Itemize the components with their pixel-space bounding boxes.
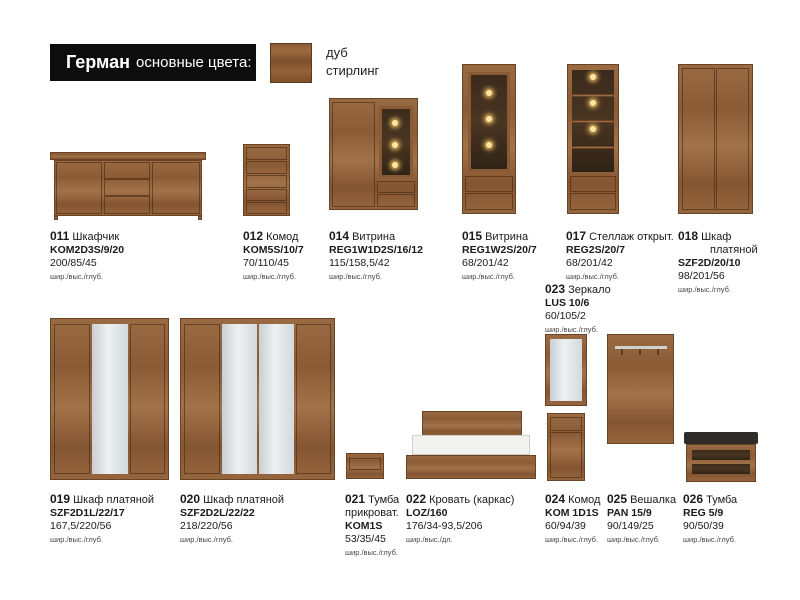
product-code: REG1W1D2S/16/12 [329,244,423,256]
color-name-2: стирлинг [326,63,380,78]
product-023 [545,283,611,336]
product-unit: шир./выс./глуб. [329,272,382,281]
product-dims: 90/149/25 [607,520,654,532]
product-unit: шир./выс./глуб. [345,548,398,557]
product-017 [566,230,674,283]
product-code: REG1W2S/20/7 [462,244,537,256]
product-021 [345,493,399,559]
color-name-1: дуб [326,45,348,60]
product-code: PAN 15/9 [607,507,652,519]
product-019 [50,493,154,546]
product-026 [683,493,737,546]
product-code: REG2S/20/7 [566,244,625,256]
product-dims: 200/85/45 [50,257,97,269]
product-dims: 90/50/39 [683,520,724,532]
product-unit: шир./выс./глуб. [607,535,660,544]
product-name: Шкаф [701,231,732,243]
product-unit: шир./выс./глуб. [180,535,233,544]
product-014 [329,230,423,283]
product-unit: шир./выс./глуб. [462,272,515,281]
product-image-022 [406,411,536,483]
color-swatch [270,43,312,83]
product-name: Вешалка [630,494,677,506]
product-dims: 115/158,5/42 [329,257,390,269]
product-number: 021 [345,492,366,506]
collection-subtitle: основные цвета: [136,54,252,71]
product-image-026 [684,432,758,484]
product-code: LUS 10/6 [545,297,590,309]
product-image-017 [567,64,619,216]
product-image-015 [462,64,516,216]
product-number: 025 [607,492,628,506]
product-dims: 70/110/45 [243,257,289,269]
product-image-024 [547,413,585,483]
product-012 [243,230,304,283]
product-image-023 [545,334,587,406]
collection-brand: Герман [66,52,131,72]
product-number: 020 [180,492,201,506]
product-011 [50,230,124,283]
product-name: Шкаф платяной [73,494,155,506]
product-image-018 [678,64,753,218]
product-code: KOM1S [345,520,383,532]
product-image-011 [50,152,206,220]
product-dims: 98/201/56 [678,270,725,282]
product-image-021 [346,453,384,483]
product-dims: 53/35/45 [345,533,386,545]
product-022 [406,493,514,546]
product-number: 023 [545,282,566,296]
product-018 [678,230,758,296]
product-unit: шир./выс./глуб. [545,535,598,544]
product-unit: шир./выс./глуб. [678,285,731,294]
product-024 [545,493,600,546]
product-image-014 [329,98,418,214]
product-number: 014 [329,229,350,243]
product-unit: шир./выс./глуб. [566,272,619,281]
product-unit: шир./выс./глуб. [243,272,296,281]
product-dims: 176/34-93,5/206 [406,520,483,532]
collection-title [50,44,256,81]
product-name: Кровать (каркас) [429,494,515,506]
product-number: 018 [678,229,699,243]
product-code: KOM 1D1S [545,507,599,519]
product-name: Тумба [368,494,400,506]
product-image-025 [607,334,674,446]
product-code: SZF2D1L/22/17 [50,507,125,519]
product-dims: 60/94/39 [545,520,586,532]
product-unit: шир./выс./глуб. [545,325,598,334]
product-dims: 60/105/2 [545,310,586,322]
product-unit: шир./выс./глуб. [50,535,103,544]
product-number: 012 [243,229,264,243]
product-number: 011 [50,229,70,243]
product-025 [607,493,676,546]
product-name: Витрина [485,231,529,243]
product-dims: 68/201/42 [462,257,509,269]
product-unit: шир./выс./глуб. [683,535,736,544]
product-number: 026 [683,492,704,506]
product-image-020 [180,318,335,482]
product-name: Шкафчик [72,231,120,243]
product-code: SZF2D/20/10 [678,257,741,269]
product-code: KOM5S/10/7 [243,244,304,256]
product-unit: шир./выс./глуб. [50,272,103,281]
product-dims: 68/201/42 [566,257,613,269]
product-unit: шир./выс./дл. [406,535,453,544]
product-number: 019 [50,492,71,506]
product-name: Комод [568,494,601,506]
product-name: Зеркало [568,284,611,296]
product-015 [462,230,537,283]
product-020 [180,493,284,546]
product-dims: 167,5/220/56 [50,520,112,532]
product-name-line2: платяной [710,244,758,256]
product-code: SZF2D2L/22/22 [180,507,255,519]
product-image-019 [50,318,169,482]
product-image-012 [243,144,290,218]
product-code: KOM2D3S/9/20 [50,244,125,256]
product-dims: 218/220/56 [180,520,233,532]
product-code: LOZ/160 [406,507,448,519]
product-name: Шкаф платяной [203,494,285,506]
product-name: Стеллаж открыт. [589,231,674,243]
product-number: 022 [406,492,427,506]
product-number: 024 [545,492,566,506]
product-name: Витрина [352,231,396,243]
product-number: 017 [566,229,587,243]
product-name: Тумба [706,494,738,506]
product-code: REG 5/9 [683,507,724,519]
product-number: 015 [462,229,483,243]
product-name-line2: прикроват. [345,507,399,519]
product-name: Комод [266,231,299,243]
